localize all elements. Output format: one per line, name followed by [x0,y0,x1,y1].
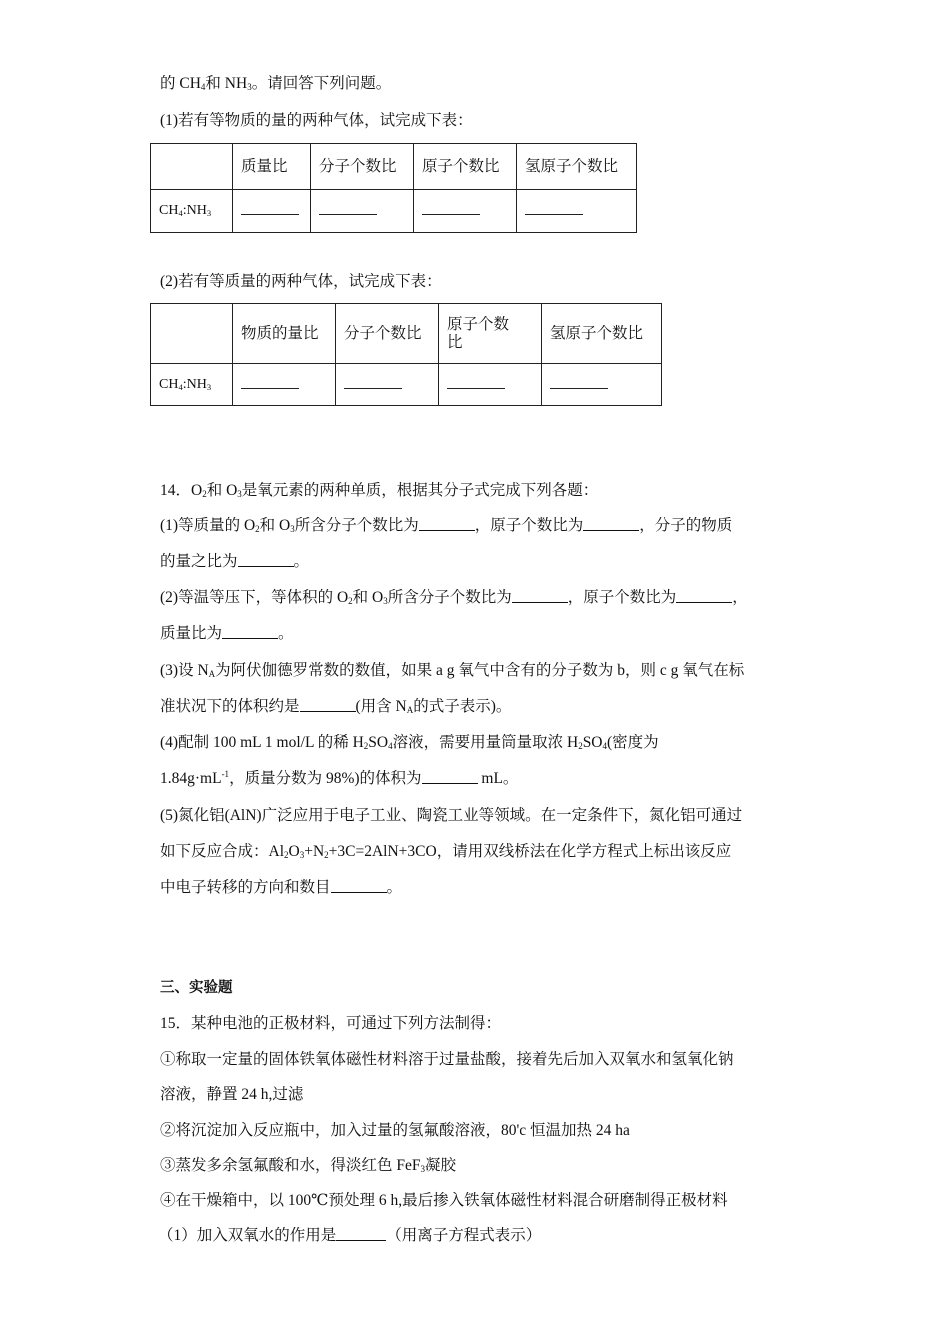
subscript: 4 [388,741,393,751]
header-cell-mass-ratio: 质量比 [233,144,311,190]
text-run: (密度为 [607,734,659,751]
header-cell-molecule-ratio: 分子个数比 [336,304,439,364]
q14-part4-line1 [160,733,659,753]
text-run: 凝胶 [425,1157,457,1174]
subscript: 2 [255,524,260,534]
table-equal-mass [150,303,662,406]
q14-part2-line2 [160,624,294,644]
text-run: 质量比为 [160,625,223,642]
row-label-ch4-nh3: $CH_4:NH_3$ [151,364,233,406]
header-cell-h-atom-ratio: 氢原子个数比 [542,304,662,364]
text-run: （1）加入双氧水的作用是 [158,1227,337,1244]
text-run: (1)等质量的 O [160,517,256,534]
text-run: ， [732,589,748,606]
answer-blank-atom-ratio[interactable] [414,190,517,233]
text-run: 。请回答下列问题。 [251,75,392,92]
text-run: ，分子的物质 [639,517,733,534]
table-equal-moles [150,143,637,233]
answer-blank[interactable] [512,588,568,603]
text-run: 。 [293,553,310,570]
answer-blank[interactable] [419,516,475,531]
text-run: 和 O [259,517,291,534]
answer-blank[interactable] [422,769,478,784]
text-run: (2)若有等质量的两种气体，试完成下表： [160,273,442,290]
answer-blank[interactable] [300,697,356,712]
answer-blank[interactable] [336,1226,386,1241]
text-run: ，原子个数比为 [474,517,584,534]
q14-part5-line1 [160,806,742,826]
header-cell-atom-ratio: 原子个数比 [439,304,542,364]
subscript: 3 [237,489,242,499]
answer-blank[interactable] [331,878,387,893]
q14-part2-line1 [160,588,748,608]
answer-blank-molecule-ratio[interactable] [311,190,414,233]
header-cell-atom-ratio: 原子个数比 [414,144,517,190]
text-run: 三、实验题 [160,980,233,996]
text-run: 和 NH [205,75,248,92]
text-run: 和 O [206,482,238,499]
text-run: 14．O [160,482,203,499]
intro-line [160,74,391,94]
text-run: ②将沉淀加入反应瓶中，加入过量的氢氟酸溶液，80'c 恒温加热 24 ha [160,1122,630,1139]
subscript: 4 [200,82,206,92]
table-header-row [151,304,662,364]
header-cell-h-atom-ratio: 氢原子个数比 [517,144,637,190]
answer-blank[interactable] [676,588,732,603]
text-run: 是氧元素的两种单质，根据其分子式完成下列各题： [241,482,599,499]
text-run: (用含 N [355,698,407,715]
answer-blank-mole-ratio[interactable] [233,364,336,406]
table-header-row [151,144,637,190]
text-run: ③蒸发多余氢氟酸和水，得淡红色 FeF [160,1157,421,1174]
subscript: 2 [578,741,583,751]
header-cell-mole-ratio: 物质的量比 [233,304,336,364]
text-run: +3C=2AlN+3CO，请用双线桥法在化学方程式上标出该反应 [328,843,732,860]
q14-part3-line1 [160,661,744,681]
subscript: 2 [363,741,369,751]
text-run: O [288,843,300,860]
answer-blank-mass-ratio[interactable] [233,190,311,233]
text-run: 的 CH [160,75,201,92]
subscript: A [208,669,216,679]
subscript: 3 [290,524,295,534]
subscript: 3 [420,1164,425,1174]
text-run: 准状况下的体积约是 [160,698,300,715]
superscript: -1 [221,769,230,779]
q15-step3 [160,1156,456,1176]
text-run: (4)配制 100 mL 1 mol/L 的稀 H [160,734,364,751]
text-run: 。 [386,879,403,896]
text-run: 中电子转移的方向和数目 [160,879,331,896]
answer-blank-atom-ratio[interactable] [439,364,542,406]
text-run: 为阿伏伽德罗常数的数值，如果 a g 氧气中含有的分子数为 b，则 c g 氧气在标 [215,662,745,679]
text-run: ，原子个数比为 [567,589,677,606]
text-run: SO [582,734,603,751]
subscript: 2 [324,850,329,860]
text-run: SO [368,734,389,751]
text-run: 的量之比为 [160,553,238,570]
text-run: 如下反应合成：Al [160,843,285,860]
text-run: (3)设 N [160,662,209,679]
subscript: 3 [299,850,305,860]
text-run: (1)若有等物质的量的两种气体，试完成下表： [160,112,473,129]
q13-part1-prompt [160,111,473,131]
subscript: 2 [202,489,207,499]
table-row [151,190,637,233]
text-run: 1.84g·mL [160,770,222,787]
q15-stem [160,1014,501,1034]
q14-part3-line2 [160,697,511,717]
q15-step1-line1 [160,1050,734,1070]
q14-part1-line1 [160,516,732,536]
text-run: ①称取一定量的固体铁氧体磁性材料溶于过量盐酸，接着先后加入双氧水和氢氧化钠 [160,1051,734,1068]
row-label-ch4-nh3: $CH_4:NH_3$ [151,190,233,233]
q13-part2-prompt [160,272,442,292]
answer-blank[interactable] [583,516,639,531]
text-run: （用离子方程式表示） [386,1227,542,1244]
answer-blank-h-atom-ratio[interactable] [517,190,637,233]
text-run: mL。 [477,770,519,787]
header-cell-empty [151,144,233,190]
text-run: (2)等温等压下，等体积的 O [160,589,349,606]
text-run: 和 O [352,589,384,606]
text-run: 所含分子个数比为 [387,589,512,606]
text-run: 的式子表示)。 [413,698,512,715]
subscript: A [406,705,414,715]
text-run: ，质量分数为 98%)的体积为 [229,770,422,787]
text-run: 溶液，静置 24 h,过滤 [160,1086,304,1103]
subscript: 3 [383,596,388,606]
text-run: ④在干燥箱中，以 100℃预处理 6 h,最后掺入铁氧体磁性材料混合研磨制得正极材料 [160,1192,728,1209]
subscript: 2 [348,596,353,606]
subscript: 2 [284,850,289,860]
q15-step1-line2 [160,1085,303,1105]
q14-part5-line3 [160,878,402,898]
q15-step4 [160,1191,728,1211]
section-heading-experiment [160,978,233,998]
q14-stem [160,481,598,501]
header-cell-empty [151,304,233,364]
text-run: 15．某种电池的正极材料，可通过下列方法制得： [160,1015,502,1032]
answer-blank[interactable] [222,624,278,639]
text-run: 。 [278,625,294,642]
subscript: 4 [602,741,608,751]
text-run: 溶液，需要用量筒量取浓 H [392,734,579,751]
answer-blank-h-atom-ratio[interactable] [542,364,662,406]
q14-part5-line2 [160,842,731,862]
q15-sub1 [158,1226,541,1246]
subscript: 3 [247,82,252,92]
table-row [151,364,662,406]
answer-blank-molecule-ratio[interactable] [336,364,439,406]
q14-part1-line2 [160,552,309,572]
text-run: +N [304,843,325,860]
text-run: (5)氮化铝(AlN)广泛应用于电子工业、陶瓷工业等领域。在一定条件下，氮化铝可通过 [160,807,743,824]
header-cell-molecule-ratio: 分子个数比 [311,144,414,190]
text-run: 所含分子个数比为 [294,517,419,534]
answer-blank[interactable] [238,552,294,567]
q14-part4-line2 [160,769,518,789]
q15-step2 [160,1121,630,1141]
